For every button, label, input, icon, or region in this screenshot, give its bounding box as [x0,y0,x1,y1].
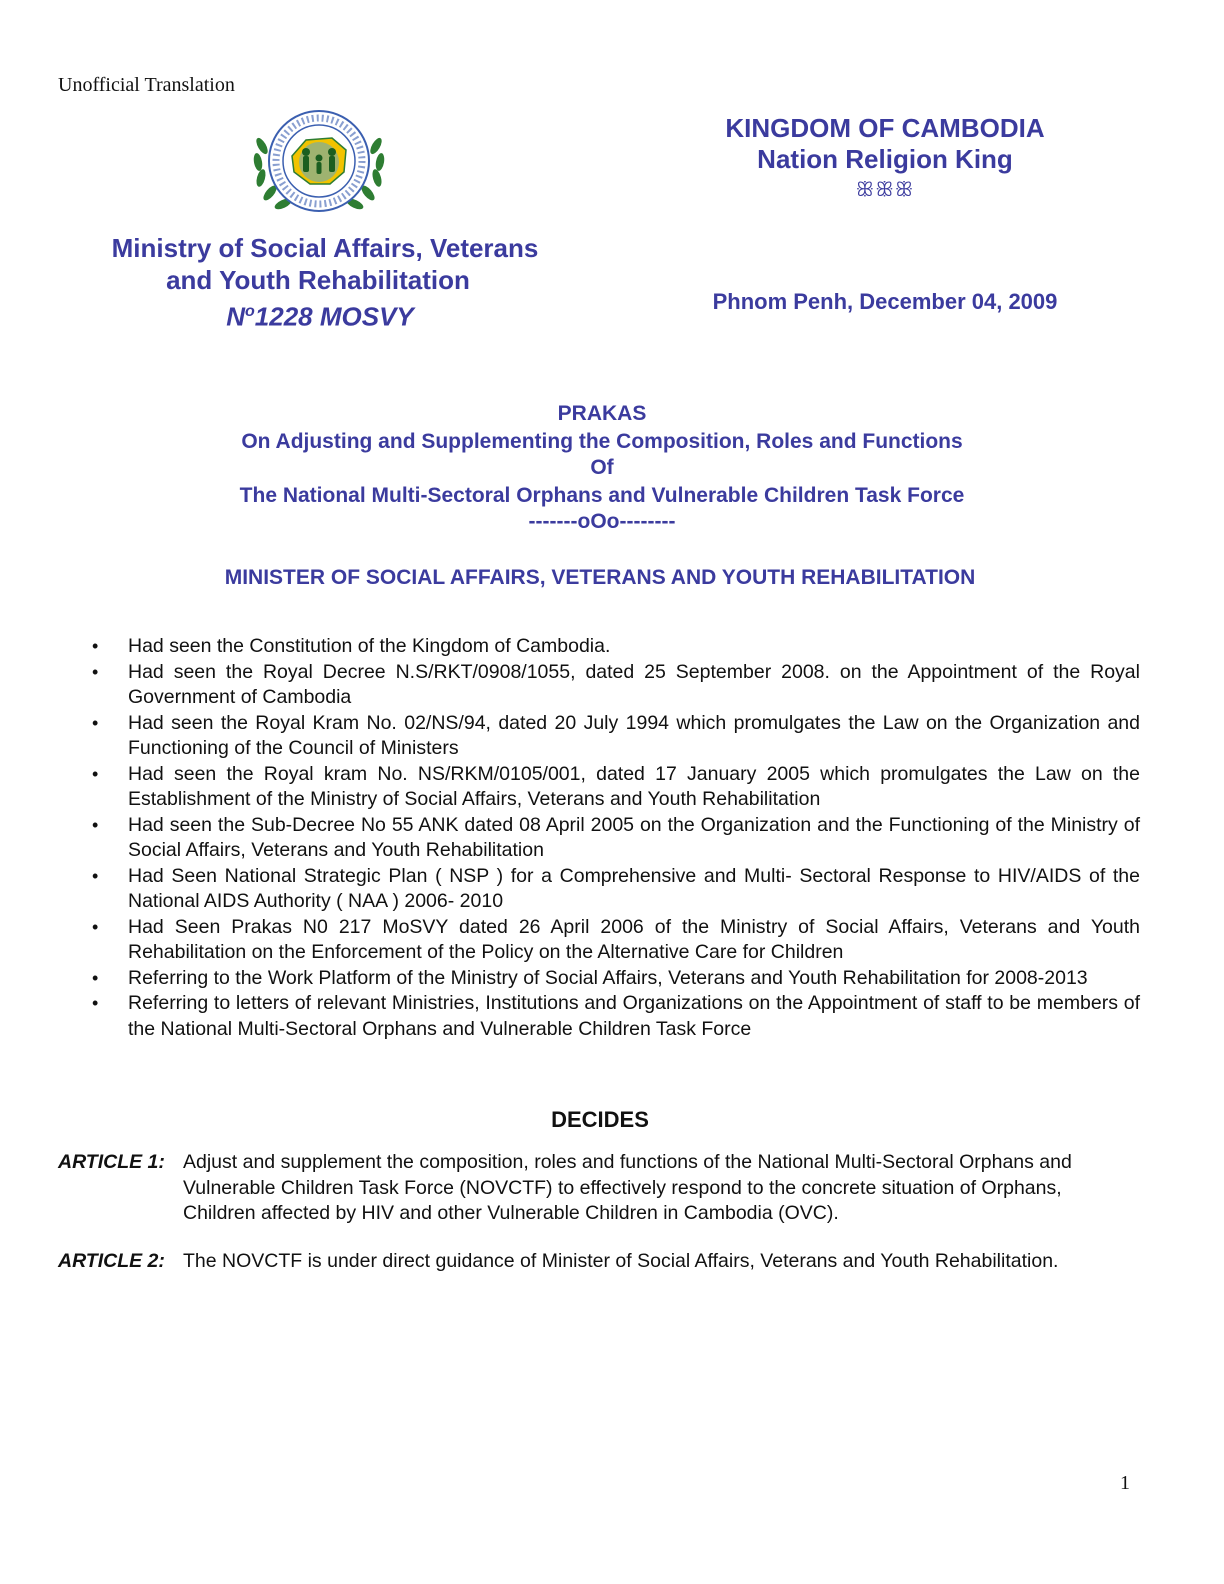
prakas-subject-line2: Of [590,456,614,479]
title-divider: -------oOo-------- [528,510,676,533]
list-item: • Had Seen Prakas N0 217 MoSVY dated 26 April 2006 of the Ministry of Social Affairs, Veterans and Youth Rehabilitation on the Enforcement of the Policy on the Alternative Care for Children [92,915,1140,966]
number-rest: 1228 MOSVY [254,301,414,332]
legal-basis-list [92,634,1140,1042]
number-prefix: N [226,301,245,332]
national-motto: Nation Religion King [757,144,1013,174]
list-item: • Referring to the Work Platform of the Ministry of Social Affairs, Veterans and Youth Rehabilitation for 2008-2013 [92,966,1140,992]
prakas-subject-line3: The National Multi-Sectoral Orphans and Vulnerable Children Task Force [239,484,965,507]
ministry-name-line2: and Youth Rehabilitation [166,265,470,295]
article-text: The NOVCTF is under direct guidance of Minister of Social Affairs, Veterans and Youth Rehabilitation. [183,1250,1059,1272]
page-number: 1 [1120,1472,1130,1494]
list-item: • Had seen the Royal Decree N.S/RKT/0908/1055, dated 25 September 2008. on the Appointment of the Royal Government of Cambodia [92,660,1140,711]
unofficial-translation-note: Unofficial Translation [58,74,235,96]
list-item: • Had seen the Royal Kram No. 02/NS/94, dated 20 July 1994 which promulgates the Law on the Organization and Functioning of the Council of Ministers [92,711,1140,762]
ornament-divider: ꕥꕥꕥ [855,179,915,201]
list-item: • Had Seen National Strategic Plan ( NSP ) for a Comprehensive and Multi- Sectoral Response to HIV/AIDS of the National AIDS Authority ( NAA ) 2006- 2010 [92,864,1140,915]
article-1 [58,1150,1138,1227]
kingdom-heading: KINGDOM OF CAMBODIA [725,113,1045,143]
article-label: ARTICLE 1: [58,1151,165,1173]
place-and-date: Phnom Penh, December 04, 2009 [712,289,1058,314]
minister-heading: MINISTER OF SOCIAL AFFAIRS, VETERANS AND YOUTH REHABILITATION [224,566,976,589]
prakas-subject-line1: On Adjusting and Supplementing the Composition, Roles and Functions [241,430,963,453]
ministry-seal-logo [248,106,390,216]
prakas-title: PRAKAS [557,402,647,425]
ministry-name-line1: Ministry of Social Affairs, Veterans [111,233,539,263]
list-item: • Had seen the Royal kram No. NS/RKM/0105/001, dated 17 January 2005 which promulgates the Law on the Establishment of the Ministry of Social Affairs, Veterans and Youth Rehabilitation [92,762,1140,813]
list-item: • Had seen the Constitution of the Kingdom of Cambodia. [92,634,1140,660]
document-number [60,296,580,333]
decides-heading: DECIDES [551,1107,649,1132]
list-item: • Referring to letters of relevant Ministries, Institutions and Organizations on the Appointment of staff to be members of the National Multi-Sectoral Orphans and Vulnerable Children Task Force [92,991,1140,1042]
article-label: ARTICLE 2: [58,1250,165,1272]
article-2 [58,1249,1138,1275]
article-text: Adjust and supplement the composition, roles and functions of the National Multi-Sectoral Orphans and Vulnerable Children Task Force (NOVCTF) to effectively respond to the concrete situation of Orphans, Children affected by HIV and other Vulnerable Children in Cambodia (OVC). [183,1151,1072,1224]
list-item: • Had seen the Sub-Decree No 55 ANK dated 08 April 2005 on the Organization and the Functioning of the Ministry of Social Affairs, Veterans and Youth Rehabilitation [92,813,1140,864]
number-superscript: o [245,303,255,320]
